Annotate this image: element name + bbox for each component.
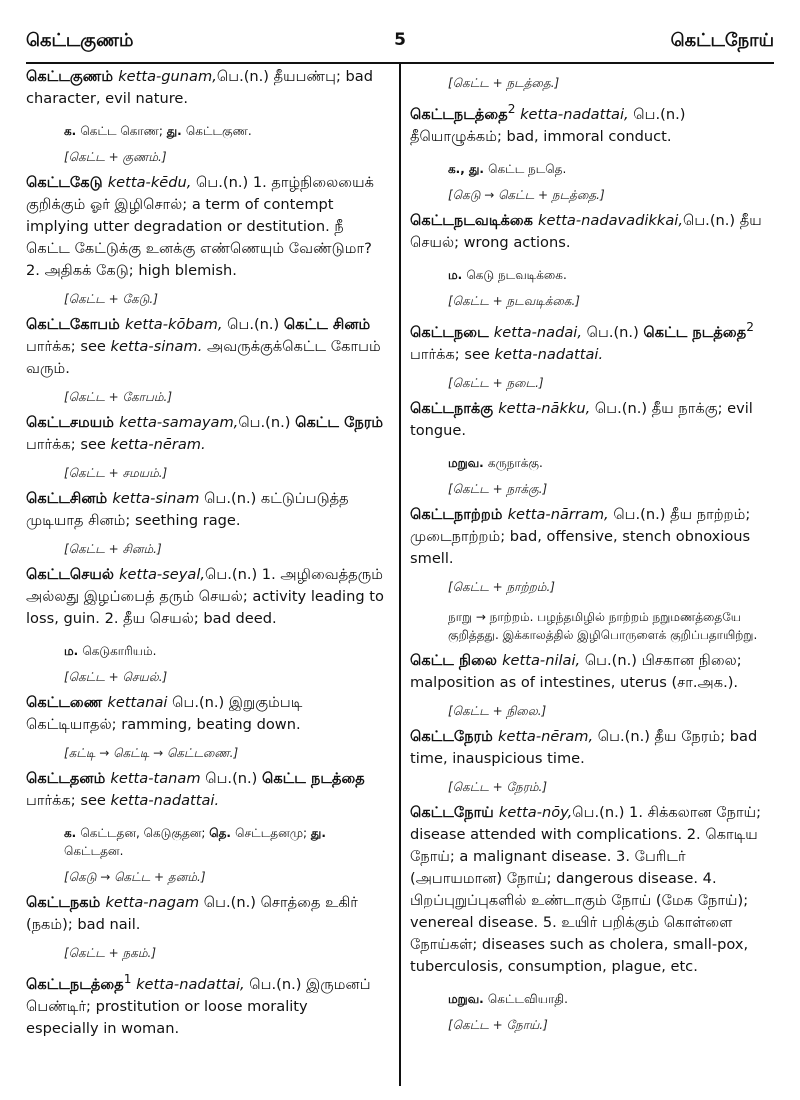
transliteration: ketta-nilai, (502, 651, 581, 669)
dictionary-entry (410, 726, 772, 796)
headword: கெட்டகேடு (26, 174, 108, 191)
transliteration: ketta-nōy, (498, 803, 573, 821)
right-column (410, 66, 772, 1040)
headword: கெட்டநகம் (26, 894, 106, 911)
transliteration: ketta-nēram. (110, 436, 206, 453)
etymology-line: [கெட்ட + சமயம்.] (64, 466, 168, 480)
headword: கெட்டநேரம் (410, 727, 499, 745)
column-divider (399, 64, 401, 1086)
etymology-line: [கெட்ட + நாற்றம்.] (448, 579, 555, 594)
dictionary-entry (410, 98, 772, 204)
definition-text: அவருக்குக்கெட்ட கோபம் வரும். (26, 338, 381, 377)
transliteration: ketta-nadattai, (520, 105, 629, 123)
headword: கெட்டணை (26, 694, 108, 711)
definition-text: பெ.(n.) இருமனப் பெண்டிர்; prostitution or loose morality especially in woman. (26, 975, 371, 1037)
definition-text: பெ.(n.) தீய செயல்; wrong actions. (410, 211, 762, 251)
headword: கெட்டகுணம் (26, 68, 119, 85)
entry-definition (26, 412, 384, 456)
definition-text: பார்க்க; see (410, 345, 495, 363)
etymology-line: [கெட்ட + நடத்தை.] (448, 76, 560, 90)
headword: ம. (64, 644, 83, 658)
definition-text: கெட்ட நடதெ. (488, 161, 567, 176)
entry-definition (26, 968, 384, 1040)
headword: கெட்ட நிலை (410, 651, 503, 669)
dictionary-entry (26, 968, 384, 1040)
cognates-line (448, 266, 772, 284)
definition-text: பெ.(n.) பிசகான நிலை; malposition as of intestines, uterus (சா.அக.). (410, 651, 742, 691)
dictionary-entry (26, 488, 384, 558)
dictionary-entry (26, 768, 384, 886)
dictionary-entry (26, 66, 384, 166)
headword: கெட்டசமயம் (26, 414, 120, 431)
transliteration: ketta-sinam. (110, 338, 203, 355)
headword: கெட்ட நேரம் (295, 414, 384, 431)
usage-note: நாறு → நாற்றம். பழந்தமிழில் நாற்றம் நறுமணத்தையே குறித்தது. இக்காலத்தில் இழிபொருளைக் குறிப்பதாயிற்று. (448, 609, 758, 642)
transliteration: ketta-nadattai, (136, 975, 245, 993)
definition-text: கெட்டதன, கெடுகுதன; (80, 826, 210, 840)
definition-text: பெ.(n.) (200, 770, 262, 787)
transliteration: ketta-sinam (112, 490, 200, 507)
cognates-line (448, 990, 772, 1008)
definition-text: கருநாக்கு. (487, 455, 543, 470)
headword: கெட்ட சினம் (283, 316, 371, 333)
etymology-line: [கெட்ட + நடவடிக்கை.] (448, 293, 580, 308)
transliteration: ketta-kēdu, (107, 174, 192, 191)
definition-text: செட்டதனமு; (235, 826, 311, 840)
etymology-line: [கெடு → கெட்ட + தனம்.] (64, 870, 206, 884)
etymology-line: [கட்டி → கெட்டி → கெட்டணை.] (64, 746, 239, 760)
headword: க. (64, 826, 81, 840)
headword: கெட்டநடத்தை (410, 105, 508, 123)
dictionary-entry (410, 504, 772, 644)
headword: கெட்டநோய் (410, 803, 499, 821)
transliteration: kettanai (107, 694, 168, 711)
entry-definition (410, 726, 772, 770)
dictionary-entry (410, 316, 772, 392)
cognates-line (64, 122, 384, 140)
definition-text: பெ.(n.) கட்டுப்படுத்த முடியாத சினம்; seething rage. (26, 490, 349, 529)
cognates-line (448, 160, 772, 178)
dictionary-entry (410, 650, 772, 720)
left-guide-word: கெட்டகுணம் (26, 30, 134, 51)
etymology-line: [கெட்ட + குணம்.] (64, 150, 167, 164)
entry-definition (26, 692, 384, 736)
dictionary-entry (410, 210, 772, 310)
etymology-line: [கெட்ட + கேடு.] (64, 292, 158, 306)
transliteration: ketta-nadai, (493, 323, 582, 341)
dictionary-entry (26, 692, 384, 762)
headword: கெட்டநடத்தை (26, 975, 124, 993)
entry-definition (410, 650, 772, 694)
etymology-line: [கெட்ட + நிலை.] (448, 703, 547, 718)
headword: கெட்டநாற்றம் (410, 505, 508, 523)
etymology-line: [கெட்ட + கோபம்.] (64, 390, 173, 404)
definition-text: பெ.(n.) தீய நேரம்; bad time, inauspicious time. (410, 727, 758, 767)
transliteration: ketta-kōbam, (124, 316, 223, 333)
definition-text: பெ.(n.) (222, 316, 284, 333)
entry-definition (410, 398, 772, 442)
definition-text: கெடுகாரியம். (82, 644, 157, 658)
entry-definition (26, 488, 384, 532)
etymology-line: [கெட்ட + நேரம்.] (448, 779, 548, 794)
definition-text: பெ.(n.) தீயொழுக்கம்; bad, immoral conduct. (410, 105, 686, 145)
headword: கெட்டசெயல் (26, 566, 120, 583)
headword: கெட்ட நடத்தை (262, 770, 365, 787)
definition-text: பெ.(n.) 1. சிக்கலான நோய்; disease attended with complications. 2. கொடிய நோய்; a malignant disease. 3. பேரிடர் (அபாயமான) நோய்; dangerous disease. 4. பிறப்புறுப்புகளில் உண்டாகும் நோய் (மேக நோய்); venereal disease. 5. உயிர் பறிக்கும் கொள்ளை நோய்கள்; diseases such as cholera, small-pox, tuberculosis, consumption, plague, etc. (410, 803, 762, 975)
definition-text: கெட்டகுண. (185, 124, 252, 138)
transliteration: ketta-tanam (110, 770, 201, 787)
homonym-number: 1 (123, 972, 132, 986)
etymology-line: [கெட்ட + நகம்.] (64, 946, 157, 960)
etymology-line: [கெட்ட + நோய்.] (448, 1017, 548, 1032)
entry-definition (26, 892, 384, 936)
transliteration: ketta-gunam, (118, 68, 217, 85)
transliteration: ketta-nākku, (498, 399, 591, 417)
dictionary-entry (26, 314, 384, 406)
headword: கெட்டநாக்கு (410, 399, 499, 417)
definition-text: பெ.(n.) 1. அழிவைத்தரும் அல்லது இழப்பைத் தரும் செயல்; activity leading to loss, guin. 2. தீய செயல்; bad deed. (26, 566, 384, 627)
headword: ம. (448, 267, 467, 282)
etymology-line: [கெடு → கெட்ட + நடத்தை.] (448, 187, 605, 202)
definition-text: பார்க்க; see (26, 338, 111, 355)
transliteration: ketta-nārram, (507, 505, 609, 523)
definition-text: பார்க்க; see (26, 436, 111, 453)
dictionary-entry (26, 412, 384, 482)
left-column (26, 66, 384, 1046)
cognates-line (448, 454, 772, 472)
transliteration: ketta-nadavadikkai, (538, 211, 683, 229)
cognates-line (64, 642, 384, 660)
headword: க. (64, 124, 81, 138)
transliteration: ketta-samayam, (119, 414, 239, 431)
entry-definition (410, 504, 772, 570)
headword: கெட்ட நடத்தை (643, 323, 747, 341)
definition-text: பெ.(n.) (238, 414, 296, 431)
definition-text: பெ.(n.) 1. தாழ்நிலையைக் குறிக்கும் ஓர் இழிசொல்; a term of contempt implying utter degradation or destitution. நீ கெட்ட கேட்டுக்கு உனக்கு எண்ணெயும் வேண்டுமா? 2. அதிகக் கேடு; high blemish. (26, 174, 374, 279)
dictionary-entry (26, 892, 384, 962)
definition-text: பார்க்க; see (26, 792, 111, 809)
entry-definition (26, 172, 384, 282)
dictionary-entry (26, 172, 384, 308)
headword: து. (166, 124, 186, 138)
entry-definition (410, 98, 772, 148)
headword: கெட்டசினம் (26, 490, 113, 507)
transliteration: ketta-seyal, (119, 566, 206, 583)
transliteration: ketta-nadattai. (110, 792, 220, 809)
headword: மறுவ. (448, 991, 488, 1006)
etymology-line: [கெட்ட + நடை.] (448, 375, 544, 390)
headword: து. (310, 826, 326, 840)
definition-text: பெ.(n.) இறுகும்படி கெட்டியாதல்; ramming, beating down. (26, 694, 303, 733)
definition-text: பெ.(n.) தீய நாற்றம்; முடைநாற்றம்; bad, offensive, stench obnoxious smell. (410, 505, 751, 567)
headword: கெட்டநடவடிக்கை (410, 211, 539, 229)
page-header (26, 12, 774, 52)
entry-definition (410, 316, 772, 366)
entry-definition (26, 66, 384, 110)
headword: க., து. (448, 161, 489, 176)
entry-definition (26, 314, 384, 380)
entry-definition (26, 768, 384, 812)
entry-definition (410, 210, 772, 254)
etymology-line: [கெட்ட + சினம்.] (64, 542, 162, 556)
definition-text: பெ.(n.) தீயபண்பு; bad character, evil nature. (26, 68, 373, 107)
homonym-number: 2 (507, 102, 516, 116)
page-number: 5 (394, 30, 406, 50)
definition-text: கெட்டவியாதி. (487, 991, 568, 1006)
definition-text: பெ.(n.) தீய நாக்கு; evil tongue. (410, 399, 753, 439)
dictionary-entry (410, 74, 772, 92)
definition-text: கெடு நடவடிக்கை. (466, 267, 567, 282)
dictionary-entry (26, 564, 384, 686)
transliteration: ketta-nēram, (498, 727, 594, 745)
headword: தெ. (209, 826, 236, 840)
headword: கெட்டதனம் (26, 770, 111, 787)
definition-text: பெ.(n.) சொத்தை உகிர் (நகம்); bad nail. (26, 894, 358, 933)
definition-text: கெட்டதன. (64, 844, 124, 858)
cognates-line (64, 824, 384, 860)
entry-definition (410, 802, 772, 978)
right-guide-word: கெட்டநோய் (670, 30, 774, 51)
entry-definition (26, 564, 384, 630)
etymology-line: [கெட்ட + நாக்கு.] (448, 481, 548, 496)
transliteration: ketta-nagam (105, 894, 200, 911)
headword: கெட்டகோபம் (26, 316, 125, 333)
dictionary-entry (410, 398, 772, 498)
transliteration: ketta-nadattai. (494, 345, 604, 363)
etymology-line: [கெட்ட + செயல்.] (64, 670, 168, 684)
homonym-number: 2 (746, 319, 754, 334)
definition-text: கெட்ட கொண; (80, 124, 167, 138)
definition-text: பெ.(n.) (581, 323, 644, 341)
headword: கெட்டநடை (410, 323, 494, 341)
dictionary-entry (410, 802, 772, 1034)
headword: மறுவ. (448, 455, 488, 470)
